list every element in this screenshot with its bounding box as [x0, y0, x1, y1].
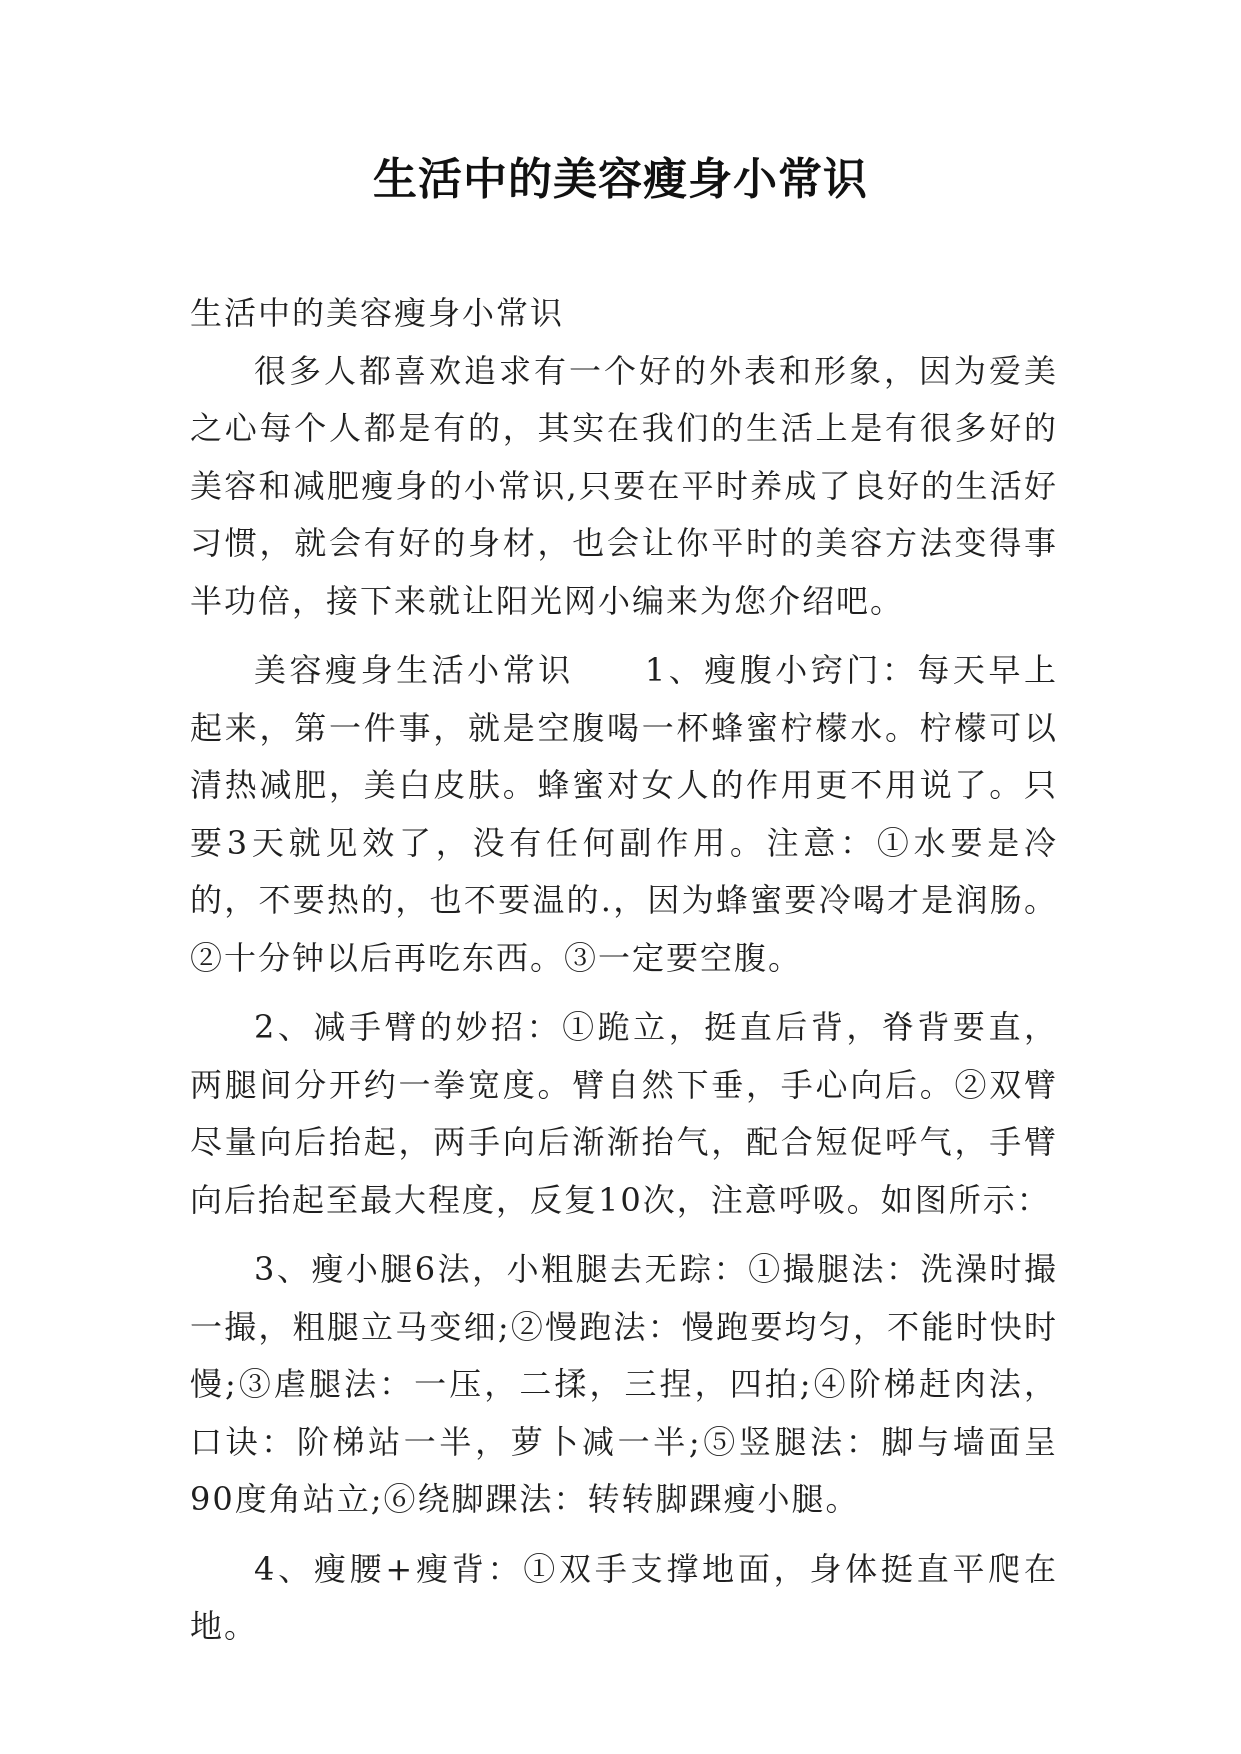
paragraph-tip-3: 3、瘦小腿6法，小粗腿去无踪：①撮腿法：洗澡时撮一撮，粗腿立马变细;②慢跑法：慢跑要均匀，不能时快时慢;③虐腿法：一压，二揉，三捏，四拍;④阶梯赶肉法，口诀：阶梯站一半，萝卜减一半;⑤竖腿法：脚与墙面呈90度角站立;⑥绕脚踝法：转转脚踝瘦小腿。: [190, 1250, 1058, 1518]
paragraph-tip-1: 美容瘦身生活小常识 1、瘦腹小窍门：每天早上起来，第一件事，就是空腹喝一杯蜂蜜柠檬水。柠檬可以清热减肥，美白皮肤。蜂蜜对女人的作用更不用说了。只要3天就见效了，没有任何副作用。注意：①水要是冷的，不要热的，也不要温的.，因为蜂蜜要冷喝才是润肠。②十分钟以后再吃东西。③一定要空腹。: [190, 651, 1058, 977]
document-subtitle: 生活中的美容瘦身小常识: [190, 294, 565, 332]
paragraph-tip-4: 4、瘦腰+瘦背：①双手支撑地面，身体挺直平爬在地。: [190, 1549, 1058, 1645]
paragraph-tip-2: 2、减手臂的妙招：①跪立，挺直后背，脊背要直，两腿间分开约一拳宽度。臂自然下垂，手心向后。②双臂尽量向后抬起，两手向后渐渐抬气，配合短促呼气，手臂向后抬起至最大程度，反复10次，注意呼吸。如图所示：: [190, 1008, 1058, 1219]
document-body: [190, 285, 1058, 1668]
paragraph-intro: 很多人都喜欢追求有一个好的外表和形象，因为爱美之心每个人都是有的，其实在我们的生活上是有很多好的美容和减肥瘦身的小常识,只要在平时养成了良好的生活好习惯，就会有好的身材，也会让你平时的美容方法变得事半功倍，接下来就让阳光网小编来为您介绍吧。: [190, 351, 1058, 620]
document-title: 生活中的美容瘦身小常识: [373, 154, 868, 205]
